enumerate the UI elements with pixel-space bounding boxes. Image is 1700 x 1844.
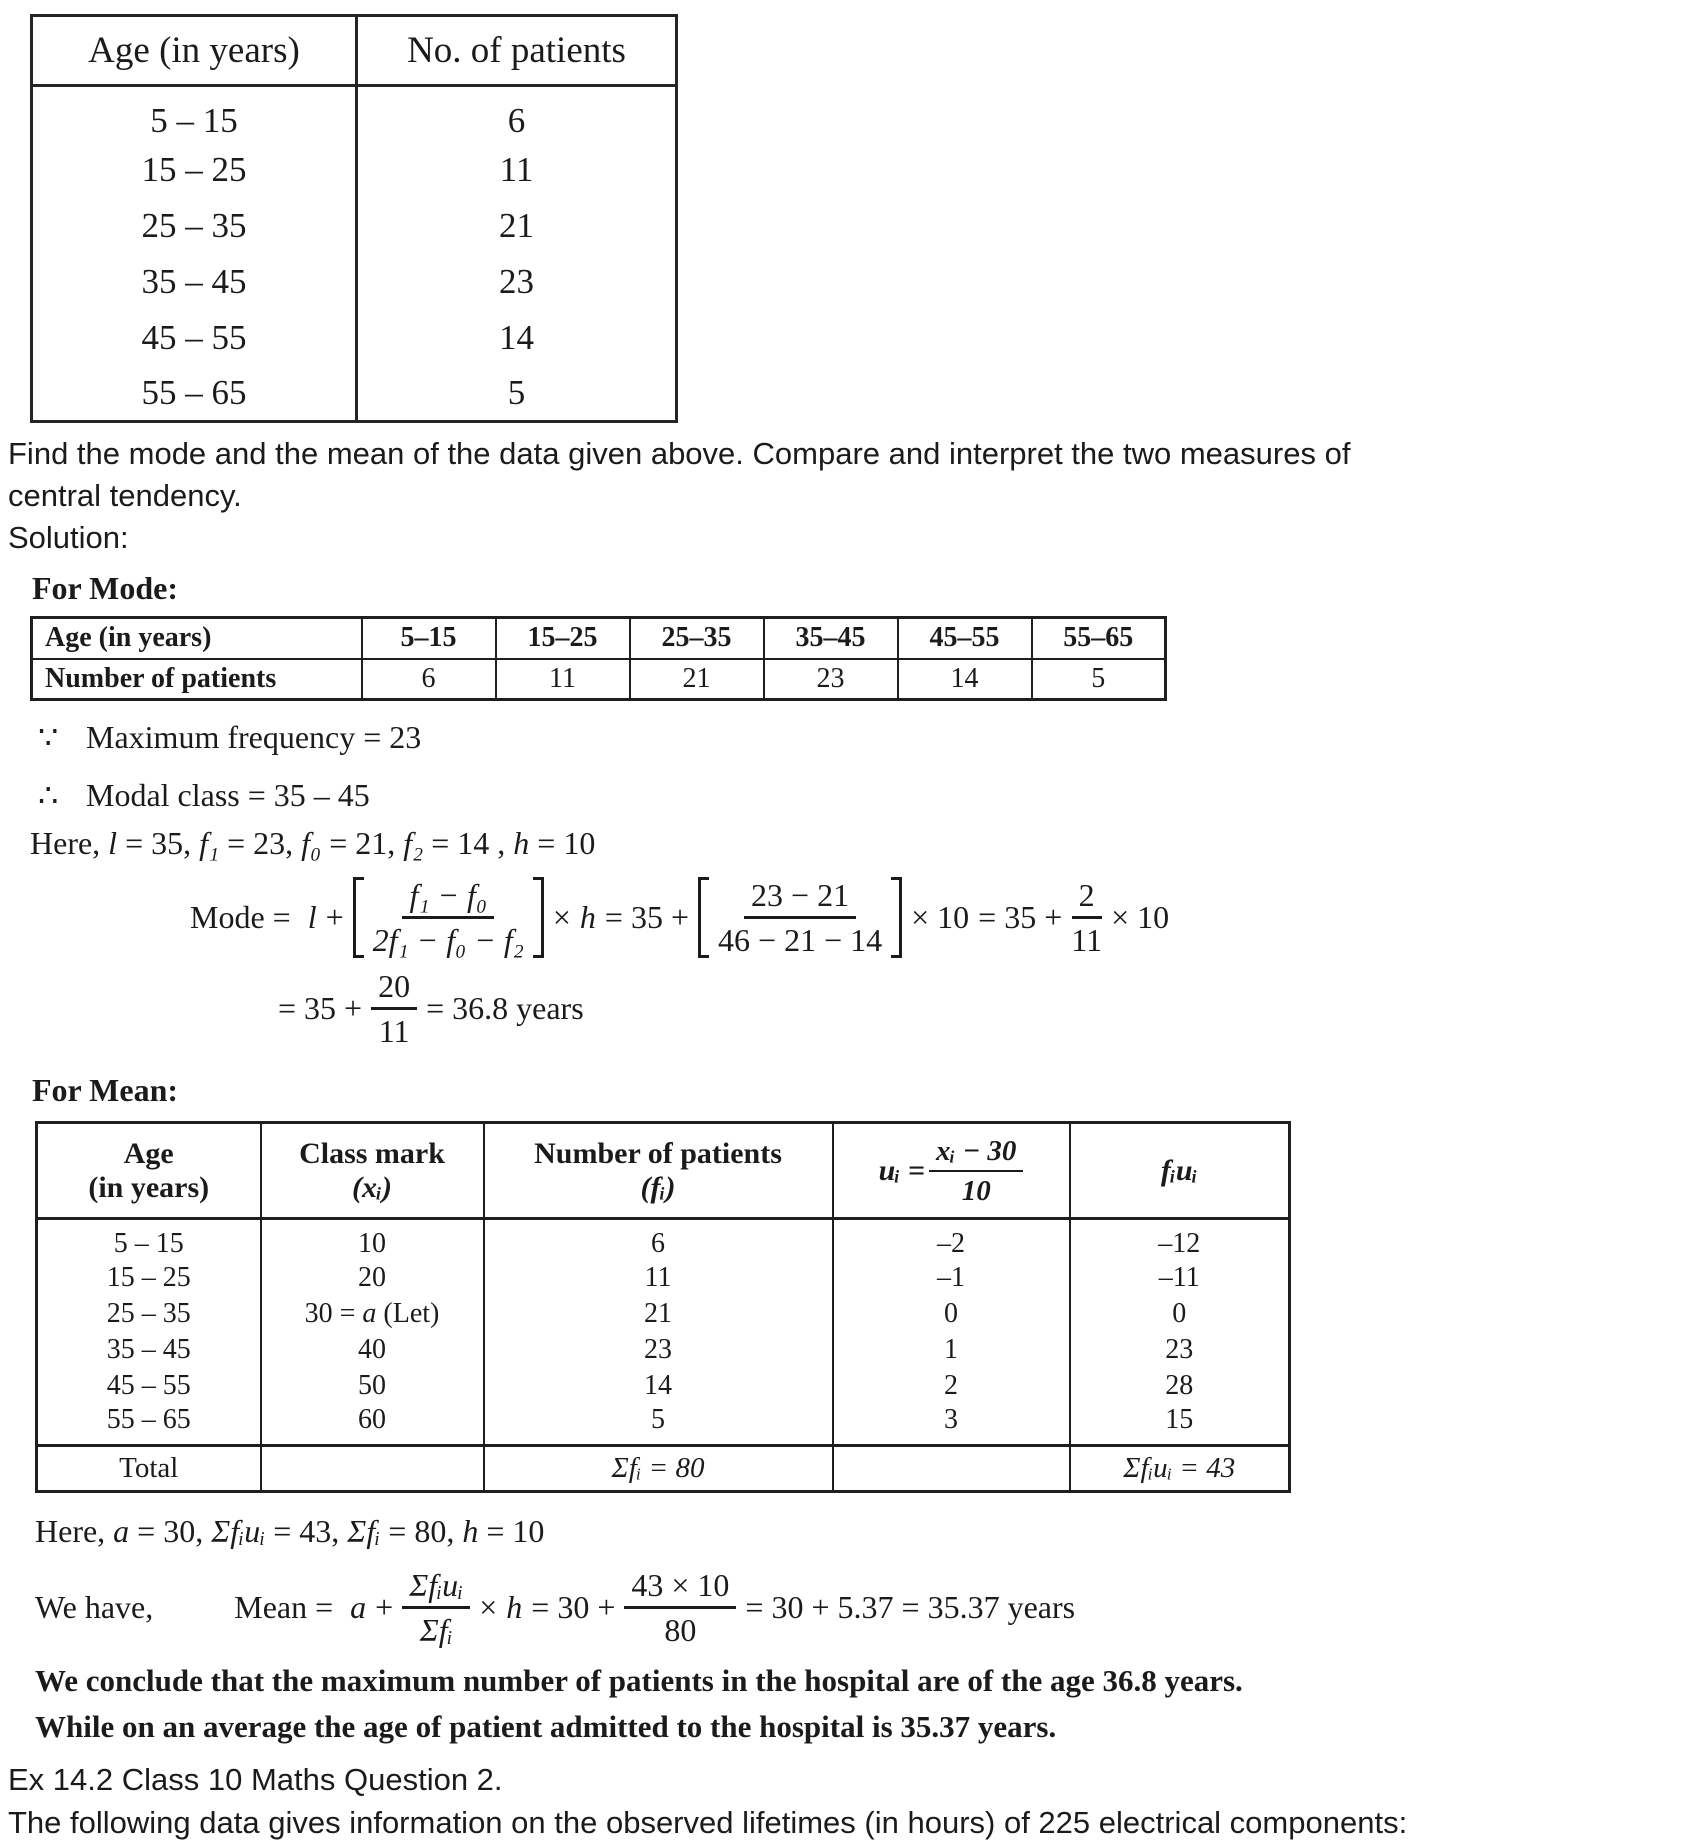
cell-frequency: 23 [484, 1332, 833, 1368]
mode-age-value: 15–25 [496, 618, 630, 659]
header-line: (fᵢ) [640, 1170, 676, 1204]
given-text: = 10 [529, 825, 596, 861]
because-symbol: ∵ [38, 719, 59, 755]
fraction-denominator: 11 [378, 1013, 410, 1049]
var-sum-fu: Σfᵢuᵢ [211, 1513, 266, 1549]
cell-u: –2 [833, 1219, 1070, 1261]
mode-count-value: 21 [630, 659, 764, 700]
table-row [32, 366, 677, 422]
mean-age-header [37, 1123, 261, 1219]
u-prefix: uᵢ = [878, 1153, 925, 1187]
fraction-denominator: 2f₁ − f₀ − f₂ [372, 922, 524, 958]
mean-table-row [37, 1219, 1290, 1261]
var-a: a [362, 1298, 377, 1329]
mean-classmark-header [261, 1123, 484, 1219]
mode-count-label: Number of patients [32, 659, 362, 700]
mean-table-total-row [37, 1446, 1290, 1492]
mean-heading: For Mean: [32, 1072, 179, 1108]
mode-count-value: 14 [898, 659, 1032, 700]
cell-classmark: 50 [261, 1368, 484, 1404]
given-text: = 43, [265, 1513, 348, 1549]
fraction-numerator: Σfᵢuᵢ [402, 1567, 470, 1609]
fraction-denominator: 80 [664, 1612, 697, 1648]
header-line: Number of patients [534, 1136, 782, 1170]
mean-given-values-line [35, 1509, 1700, 1553]
empty-cell [833, 1446, 1070, 1492]
patient-count: 11 [357, 142, 677, 198]
cell-fu: –11 [1070, 1260, 1290, 1296]
mode-age-label: Age (in years) [32, 618, 362, 659]
given-text: = 80, [380, 1513, 463, 1549]
fraction-numerator: 23 − 21 [744, 877, 856, 919]
given-text: = 10 [478, 1513, 545, 1549]
age-range: 5 – 15 [150, 101, 238, 141]
cell-fu: 0 [1070, 1296, 1290, 1332]
fraction-numerator: 43 × 10 [624, 1567, 736, 1609]
patient-count: 23 [357, 254, 677, 310]
cell-classmark: 20 [261, 1260, 484, 1296]
mean-table-row [37, 1296, 1290, 1332]
cell-fu: 28 [1070, 1368, 1290, 1404]
cell-frequency: 6 [484, 1219, 833, 1261]
cell-frequency: 11 [484, 1260, 833, 1296]
given-text: = 21, [321, 825, 404, 861]
therefore-symbol: ∴ [38, 777, 59, 813]
mode-age-value: 55–65 [1032, 618, 1166, 659]
mean-table-row [37, 1404, 1290, 1446]
given-text: Here, [30, 825, 109, 861]
fraction-f1-f0 [373, 877, 524, 958]
formula-text: = 35 + [278, 990, 363, 1026]
var-f1: f₁ [199, 825, 220, 861]
mean-table-header-row [37, 1123, 1290, 1219]
we-have-label: We have, [35, 1589, 154, 1625]
table-row [32, 198, 677, 254]
patient-count: 5 [357, 366, 677, 422]
header-line: Class mark [299, 1136, 445, 1170]
mode-table [30, 616, 1167, 701]
fraction-20-11 [371, 968, 417, 1049]
table-header-row [32, 16, 677, 86]
age-column-header: Age (in years) [32, 16, 357, 86]
formula-text: + [325, 899, 344, 935]
cell-classmark: 10 [261, 1219, 484, 1261]
age-range: 25 – 35 [141, 205, 247, 245]
formula-text: × [552, 899, 571, 935]
table-row [32, 254, 677, 310]
mode-count-value: 23 [764, 659, 898, 700]
table-row [32, 310, 677, 366]
total-fu: Σfᵢuᵢ = 43 [1070, 1446, 1290, 1492]
table-row [32, 86, 677, 142]
total-label: Total [37, 1446, 261, 1492]
mode-count-value: 5 [1032, 659, 1166, 700]
max-frequency-text: Maximum frequency = 23 [86, 719, 422, 755]
modal-class-line [38, 773, 1700, 817]
fu-label: fᵢuᵢ [1160, 1153, 1198, 1187]
age-range: 35 – 45 [141, 261, 247, 301]
cell-u: 1 [833, 1332, 1070, 1368]
mean-table-row [37, 1332, 1290, 1368]
age-range: 55 – 65 [141, 372, 247, 412]
var-h: h [579, 899, 596, 935]
mean-u-header [833, 1123, 1070, 1219]
mode-given-values-line [30, 821, 1700, 865]
conclusion-mean: While on an average the age of patient admitted to the hospital is 35.37 years. [35, 1709, 1057, 1744]
mode-table-count-row [32, 659, 1166, 700]
header-line: (xᵢ) [351, 1170, 393, 1204]
formula-text: × [479, 1589, 498, 1625]
mean-table [35, 1121, 1291, 1493]
conclusion-mode: We conclude that the maximum number of patients in the hospital are of the age 36.8 years. [35, 1663, 1243, 1698]
var-h: h [462, 1513, 479, 1549]
cell-frequency: 5 [484, 1404, 833, 1446]
given-text: Here, [35, 1513, 114, 1549]
mode-heading: For Mode: [32, 570, 179, 606]
formula-text: Mean = [234, 1589, 342, 1625]
u-fraction [929, 1135, 1024, 1207]
mean-table-row [37, 1260, 1290, 1296]
cell-fu: 23 [1070, 1332, 1290, 1368]
mean-table-row [37, 1368, 1290, 1404]
cell-u: 0 [833, 1296, 1070, 1332]
age-range: 45 – 55 [141, 317, 247, 357]
cell-frequency: 14 [484, 1368, 833, 1404]
given-text: = 23, [219, 825, 302, 861]
fraction-numerator: 2 [1072, 877, 1102, 919]
cell-frequency: 21 [484, 1296, 833, 1332]
mode-table-age-row [32, 618, 1166, 659]
cell-u: 2 [833, 1368, 1070, 1404]
cell-u: –1 [833, 1260, 1070, 1296]
mode-formula [190, 877, 1700, 958]
mode-age-value: 25–35 [630, 618, 764, 659]
var-h: h [506, 1589, 523, 1625]
var-a: a [350, 1589, 367, 1625]
given-text: = 30, [129, 1513, 212, 1549]
table-row [32, 142, 677, 198]
left-bracket [353, 877, 364, 958]
cell-age: 5 – 15 [37, 1219, 261, 1261]
mode-age-value: 45–55 [898, 618, 1032, 659]
formula-text: = 35 + [978, 899, 1063, 935]
mean-formula [35, 1567, 1700, 1648]
var-a: a [113, 1513, 130, 1549]
patient-count: 21 [357, 198, 677, 254]
fraction-sigma-fu [402, 1567, 470, 1648]
cell-age: 25 – 35 [37, 1296, 261, 1332]
mode-count-value: 6 [362, 659, 496, 700]
fraction-denominator: 11 [1071, 922, 1103, 958]
formula-text: = 30 + 5.37 = 35.37 years [745, 1589, 1076, 1625]
fraction-23-21 [718, 877, 882, 958]
solution-label: Solution: [8, 520, 129, 555]
cell-text: (Let) [376, 1298, 440, 1329]
next-question-text: The following data gives information on the observed lifetimes (in hours) of 225 electrical components: [8, 1805, 1408, 1840]
fraction-numerator: f₁ − f₀ [402, 877, 494, 919]
right-bracket [891, 877, 902, 958]
age-patients-table [30, 14, 678, 423]
given-text: = 35, [117, 825, 200, 861]
cell-fu: 15 [1070, 1404, 1290, 1446]
empty-cell [261, 1446, 484, 1492]
exercise-heading: Ex 14.2 Class 10 Maths Question 2. [8, 1762, 503, 1797]
modal-class-text: Modal class = 35 – 45 [86, 777, 370, 813]
var-l: l [108, 825, 118, 861]
patients-column-header: No. of patients [357, 16, 677, 86]
cell-age: 15 – 25 [37, 1260, 261, 1296]
formula-text: × 10 [1111, 899, 1170, 935]
left-bracket [698, 877, 709, 958]
fraction-43x10-80 [624, 1567, 736, 1648]
mean-patients-header [484, 1123, 833, 1219]
cell-fu: –12 [1070, 1219, 1290, 1261]
header-line: (in years) [88, 1170, 210, 1204]
var-h: h [513, 825, 530, 861]
fraction-numerator: xᵢ − 30 [929, 1135, 1024, 1172]
formula-text: Mode = [190, 899, 299, 935]
cell-text: 30 = [304, 1298, 363, 1329]
var-f2: f₂ [403, 825, 424, 861]
mode-age-value: 35–45 [764, 618, 898, 659]
formula-text: = 35 + [604, 899, 690, 935]
var-sum-f: Σfᵢ [347, 1513, 381, 1549]
fraction-denominator: 10 [961, 1174, 991, 1207]
fraction-2-11 [1071, 877, 1102, 958]
fraction-denominator: Σfᵢ [419, 1612, 453, 1648]
var-l: l [307, 899, 317, 935]
patient-count: 6 [357, 86, 677, 142]
total-frequency: Σfᵢ = 80 [484, 1446, 833, 1492]
header-line: Age [123, 1136, 174, 1170]
formula-text: = 36.8 years [426, 990, 584, 1026]
right-bracket [533, 877, 544, 958]
age-range: 15 – 25 [141, 149, 247, 189]
cell-u: 3 [833, 1404, 1070, 1446]
formula-text: + [375, 1589, 394, 1625]
mode-result-line [278, 968, 1700, 1049]
patient-count: 14 [357, 310, 677, 366]
cell-age: 35 – 45 [37, 1332, 261, 1368]
max-frequency-line [38, 715, 1700, 759]
given-text: = 14 , [423, 825, 514, 861]
question-text: Find the mode and the mean of the data given above. Compare and interpret the two measures of central tendency. [8, 436, 1351, 513]
fraction-numerator: 20 [371, 968, 417, 1010]
cell-age: 55 – 65 [37, 1404, 261, 1446]
cell-age: 45 – 55 [37, 1368, 261, 1404]
mode-age-value: 5–15 [362, 618, 496, 659]
formula-text: = 30 + [531, 1589, 616, 1625]
cell-classmark: 60 [261, 1404, 484, 1446]
cell-classmark [261, 1296, 484, 1332]
cell-classmark: 40 [261, 1332, 484, 1368]
var-f0: f₀ [301, 825, 322, 861]
fraction-denominator: 46 − 21 − 14 [718, 922, 883, 958]
mean-fu-header [1070, 1123, 1290, 1219]
formula-text: × 10 [911, 899, 970, 935]
mode-count-value: 11 [496, 659, 630, 700]
